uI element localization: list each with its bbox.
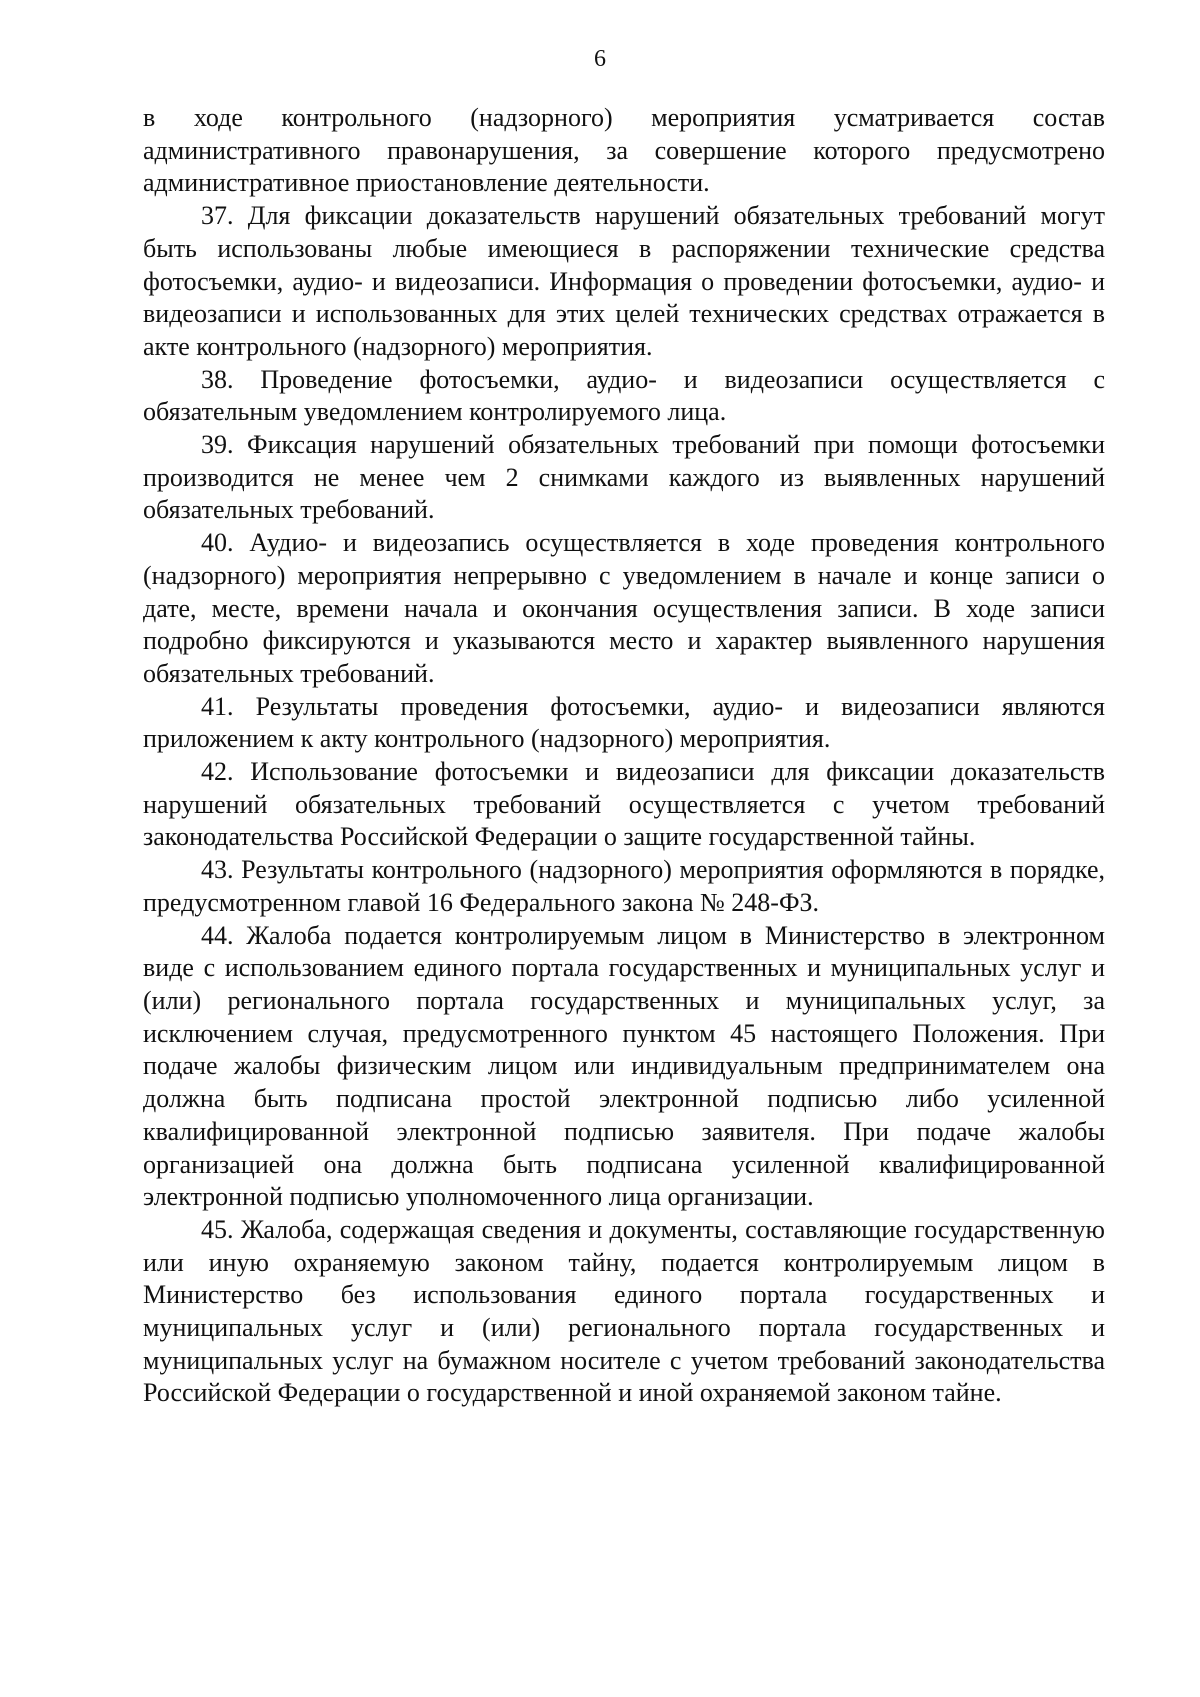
paragraph-item-45: 45. Жалоба, содержащая сведения и документы, составляющие государственную или иную охраняемую законом тайну, подается контролируемым лицом в Министерство без использования единого портала государственных и муниципальных услуг и (или) регионального портала государственных и муниципальных услуг на бумажном носителе с учетом требований законодательства Российской Федерации о государственной и иной охраняемой законом тайне.: [143, 1214, 1105, 1408]
paragraph-item-44: 44. Жалоба подается контролируемым лицом в Министерство в электронном виде с использованием единого портала государственных и муниципальных услуг и (или) регионального портала государственных и муниципальных услуг, за исключением случая, предусмотренного пунктом 45 настоящего Положения. При подаче жалобы физическим лицом или индивидуальным предпринимателем она должна быть подписана простой электронной подписью либо усиленной квалифицированной электронной подписью заявителя. При подаче жалобы организацией она должна быть подписана усиленной квалифицированной электронной подписью уполномоченного лица организации.: [143, 920, 1105, 1212]
document-body: [143, 102, 1105, 1410]
paragraph-item-39: 39. Фиксация нарушений обязательных требований при помощи фотосъемки производится не менее чем 2 снимками каждого из выявленных нарушений обязательных требований.: [143, 430, 1105, 525]
paragraph-item-37: 37. Для фиксации доказательств нарушений обязательных требований могут быть использованы любые имеющиеся в распоряжении технические средства фотосъемки, аудио- и видеозаписи. Информация о проведении фотосъемки, аудио- и видеозаписи и использованных для этих целей технических средствах отражается в акте контрольного (надзорного) мероприятия.: [143, 201, 1105, 361]
paragraph-item-43: 43. Результаты контрольного (надзорного) мероприятия оформляются в порядке, предусмотренном главой 16 Федерального закона № 248-ФЗ.: [143, 855, 1105, 917]
paragraph-item-41: 41. Результаты проведения фотосъемки, аудио- и видеозаписи являются приложением к акту контрольного (надзорного) мероприятия.: [143, 691, 1105, 754]
page-number: 6: [594, 46, 606, 72]
paragraph-item-42: 42. Использование фотосъемки и видеозаписи для фиксации доказательств нарушений обязательных требований осуществляется с учетом требований законодательства Российской Федерации о защите государственной тайны.: [143, 757, 1105, 852]
paragraph-continuation: в ходе контрольного (надзорного) мероприятия усматривается состав административного правонарушения, за совершение которого предусмотрено административное приостановление деятельности.: [143, 103, 1105, 198]
paragraph-item-38: 38. Проведение фотосъемки, аудио- и видеозаписи осуществляется с обязательным уведомлением контролируемого лица.: [143, 364, 1105, 427]
paragraph-item-40: 40. Аудио- и видеозапись осуществляется в ходе проведения контрольного (надзорного) мероприятия непрерывно с уведомлением в начале и конце записи о дате, месте, времени начала и окончания осуществления записи. В ходе записи подробно фиксируются и указываются место и характер выявленного нарушения обязательных требований.: [143, 528, 1105, 688]
